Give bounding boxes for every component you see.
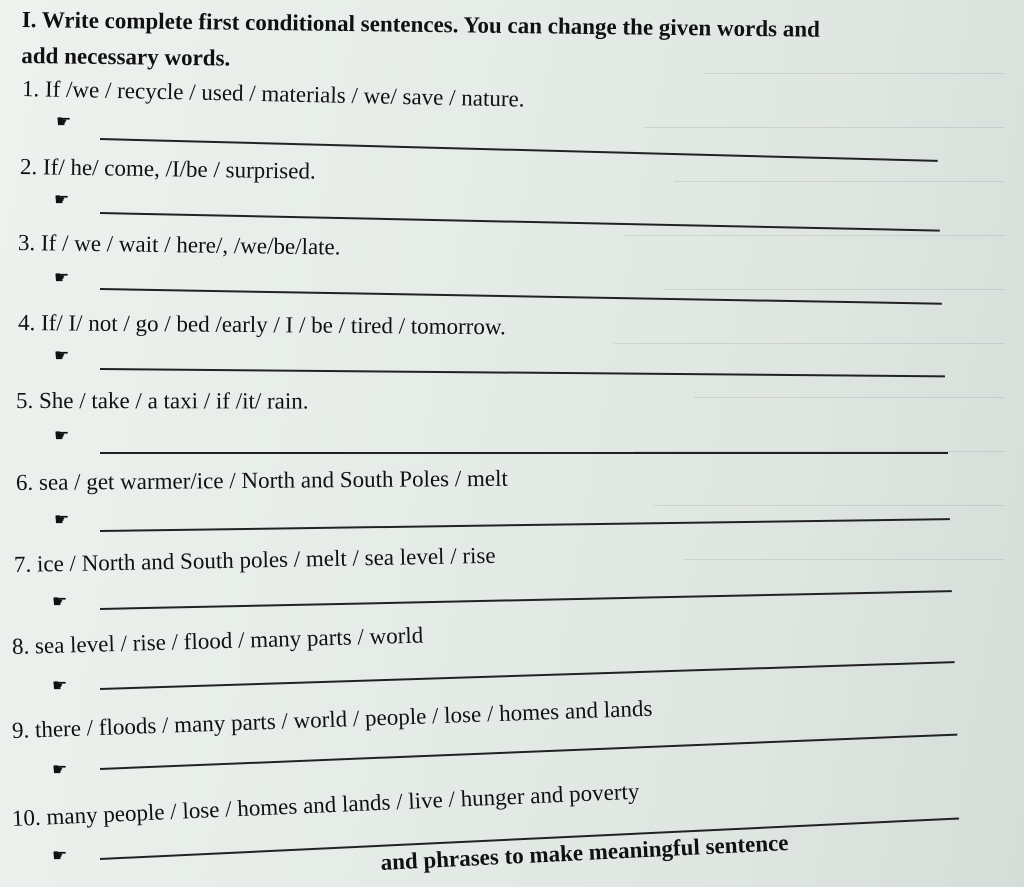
answer-line[interactable] (100, 288, 942, 305)
pointing-hand-icon: ☛ (54, 268, 70, 287)
pointing-hand-icon: ☛ (54, 510, 70, 529)
item-prompt: 2. If/ he/ come, /I/be / surprised. (19, 154, 316, 184)
item-prompt: 8. sea level / rise / flood / many parts / world (11, 622, 424, 659)
answer-line[interactable] (100, 734, 957, 770)
pointing-hand-icon: ☛ (52, 846, 68, 865)
item-prompt: 7. ice / North and South poles / melt / sea level / rise (13, 542, 496, 577)
instructions-line-2: add necessary words. (21, 42, 231, 71)
item-prompt: 4. If/ I/ not / go / bed /early / I / be / tired / tomorrow. (17, 310, 506, 340)
item-prompt: 10. many people / lose / homes and lands / live / hunger and poverty (11, 778, 640, 831)
item-prompt: 3. If / we / wait / here/, /we/be/late. (17, 230, 341, 260)
answer-line[interactable] (100, 212, 940, 232)
answer-line[interactable] (100, 368, 945, 377)
pointing-hand-icon: ☛ (52, 760, 68, 779)
pointing-hand-icon: ☛ (52, 592, 68, 611)
item-prompt: 5. She / take / a taxi / if /it/ rain. (15, 388, 309, 414)
item-prompt: 9. there / floods / many parts / world / people / lose / homes and lands (11, 695, 653, 743)
answer-line[interactable] (100, 661, 955, 690)
pointing-hand-icon: ☛ (54, 346, 70, 365)
instructions-line-1: I. Write complete first conditional sentences. You can change the given words and (21, 6, 821, 42)
answer-line[interactable] (100, 452, 948, 454)
pointing-hand-icon: ☛ (52, 676, 68, 695)
pointing-hand-icon: ☛ (54, 190, 70, 209)
pointing-hand-icon: ☛ (56, 112, 72, 131)
item-prompt: 6. sea / get warmer/ice / North and South Poles / melt (15, 465, 508, 495)
answer-line[interactable] (100, 518, 950, 532)
pointing-hand-icon: ☛ (54, 426, 70, 445)
next-section-heading-fragment: and phrases to make meaningful sentence (380, 830, 789, 875)
answer-line[interactable] (100, 590, 952, 610)
item-prompt: 1. If /we / recycle / used / materials / we/ save / nature. (21, 76, 525, 112)
